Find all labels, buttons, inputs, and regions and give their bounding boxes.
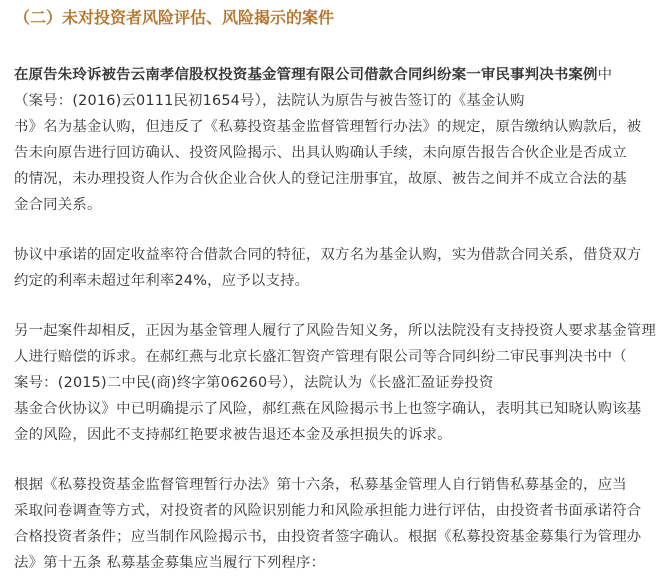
paragraph-1-line-6: 金合同关系。 [14,197,102,213]
paragraph-case-hao-hongyan [14,318,658,448]
paragraph-4-line-3: 合格投资者条件；应当制作风险揭示书，由投资者签字确认。根据《私募投资基金募集行为管理办 [14,529,642,545]
paragraph-3-line-2: 人进行赔偿的诉求。在郝红燕与北京长盛汇智资产管理有限公司等合同纠纷二审民事判决书中（ [14,349,627,365]
paragraph-4-line-4: 法》第十五条 私募基金募集应当履行下列程序： [14,555,326,571]
section-title: （二）未对投资者风险评估、风险揭示的案件 [14,8,335,27]
paragraph-2-line-1: 协议中承诺的固定收益率符合借款合同的特征，双方名为基金认购，实为借款合同关系，借贷双方 [14,247,642,263]
paragraph-3-line-5: 金的风险，因此不支持郝红艳要求被告退还本金及承担损失的诉求。 [14,427,452,443]
paragraph-regulation [14,472,658,576]
paragraph-3-line-3: 案号：(2015)二中民(商)终字第06260号），法院认为《长盛汇盈证券投资 [14,375,494,391]
paragraph-3-line-1: 另一起案件却相反，正因为基金管理人履行了风险告知义务，所以法院没有支持投资人要求基金管理 [14,323,656,339]
paragraph-1-line-2: （案号：(2016)云0111民初1654号），法院认为原告与被告签订的《基金认购 [14,93,525,109]
paragraph-1-line-4: 告未向原告进行回访确认、投资风险揭示、出具认购确认手续，未向原告报告合伙企业是否成立 [14,145,627,161]
paragraph-2-line-2: 约定的利率未超过年利率24%，应予以支持。 [14,273,310,289]
paragraph-4-line-1: 根据《私募投资基金监督管理暂行办法》第十六条，私募基金管理人自行销售私募基金的，应当 [14,477,627,493]
paragraph-1-line-3: 书》名为基金认购，但违反了《私募投资基金监督管理暂行办法》的规定，原告缴纳认购款后，被 [14,119,642,135]
paragraph-1-line-5: 的情况，未办理投资人作为合伙企业合伙人的登记注册事宜，故原、被告之间并不成立合法的基 [14,171,627,187]
paragraph-3-line-4: 基金合伙协议》中已明确提示了风险，郝红燕在风险揭示书上也签字确认，表明其已知晓认购该基 [14,401,642,417]
paragraph-1-line-1-tail: 中 [597,67,613,83]
paragraph-4-line-2: 采取问卷调查等方式，对投资者的风险识别能力和风险承担能力进行评估，由投资者书面承诺符合 [14,503,642,519]
paragraph-case-zhu-ling [14,62,658,218]
paragraph-fixed-return [14,242,658,294]
case-name-bold: 在原告朱玲诉被告云南孝信股权投资基金管理有限公司借款合同纠纷案一审民事判决书案例 [14,67,598,83]
article [14,6,658,576]
